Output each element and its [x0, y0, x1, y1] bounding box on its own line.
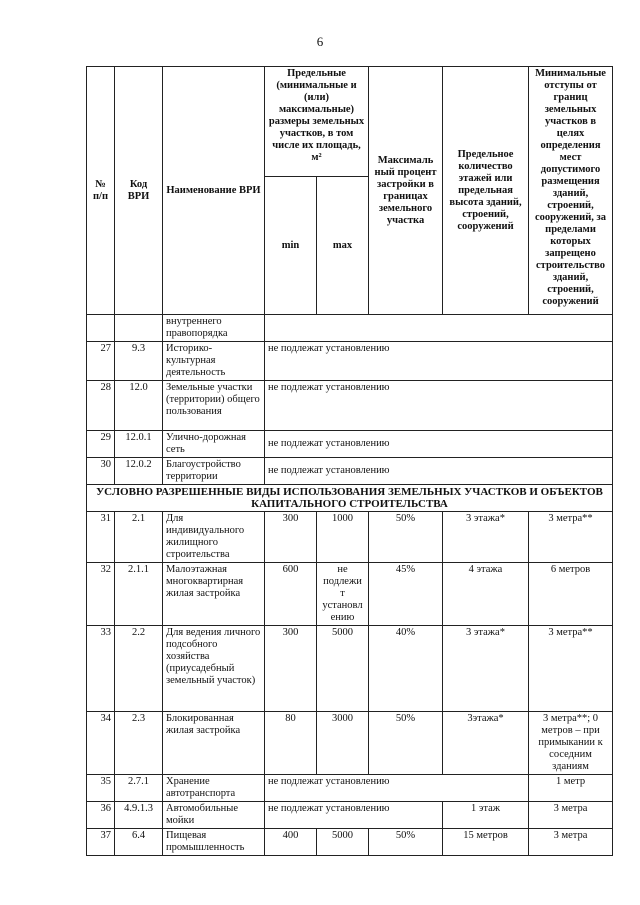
row-name: внутреннего правопорядка	[163, 315, 265, 342]
row-code: 2.3	[115, 712, 163, 775]
row-setback: 3 метра	[529, 829, 613, 856]
header-code: Код ВРИ	[115, 67, 163, 315]
row-number: 29	[87, 431, 115, 458]
row-code: 12.0	[115, 381, 163, 431]
table-row	[87, 512, 613, 563]
row-note: не подлежат установлению	[265, 381, 529, 431]
table-row	[87, 802, 613, 829]
row-floors: 3 этажа*	[443, 512, 529, 563]
row-max: 5000	[317, 829, 369, 856]
row-floors: 1 этаж	[443, 802, 529, 829]
row-max: 3000	[317, 712, 369, 775]
row-note: не подлежат установлению	[265, 775, 529, 802]
row-floors: 3 этажа*	[443, 626, 529, 712]
row-setback: 3 метра**	[529, 512, 613, 563]
row-floors: 15 метров	[443, 829, 529, 856]
row-setback: 3 метра**	[529, 626, 613, 712]
row-code: 12.0.1	[115, 431, 163, 458]
zoning-table	[86, 66, 613, 856]
row-percent: 40%	[369, 626, 443, 712]
row-name: Улично-дорожная сеть	[163, 431, 265, 458]
row-number: 27	[87, 342, 115, 381]
header-percent: Максималь ный процент застройки в границах земельного участка	[369, 67, 443, 315]
row-code: 9.3	[115, 342, 163, 381]
row-name: Хранение автотранспорта	[163, 775, 265, 802]
row-note: не подлежат установлению	[265, 802, 443, 829]
row-number: 37	[87, 829, 115, 856]
header-setback: Минимальные отступы от границ земельных участков в целях определения мест допустимого размещения зданий, строений, сооружений, за пределами которых запрещено строительство зданий, строений, сооружений	[529, 67, 613, 315]
row-percent: 50%	[369, 829, 443, 856]
row-max: 1000	[317, 512, 369, 563]
row-name: Малоэтажная многоквартирная жилая застройка	[163, 563, 265, 626]
row-name: Благоустройство территории	[163, 458, 265, 485]
table-row	[87, 829, 613, 856]
row-min: 80	[265, 712, 317, 775]
row-min: 300	[265, 512, 317, 563]
row-name: Для индивидуального жилищного строительства	[163, 512, 265, 563]
row-max: не подлежи т установл ению	[317, 563, 369, 626]
row-min: 600	[265, 563, 317, 626]
row-note: не подлежат установлению	[265, 431, 529, 458]
header-name: Наименование ВРИ	[163, 67, 265, 315]
table-row	[87, 342, 613, 381]
section-title: УСЛОВНО РАЗРЕШЕННЫЕ ВИДЫ ИСПОЛЬЗОВАНИЯ ЗЕМЕЛЬНЫХ УЧАСТКОВ И ОБЪЕКТОВ КАПИТАЛЬНОГО СТРОИТЕЛЬСТВА	[87, 485, 613, 512]
row-code: 12.0.2	[115, 458, 163, 485]
section-title-row	[87, 485, 613, 512]
table-row	[87, 712, 613, 775]
row-note: не подлежат установлению	[265, 342, 529, 381]
table-row	[87, 563, 613, 626]
row-number: 28	[87, 381, 115, 431]
row-floors: 4 этажа	[443, 563, 529, 626]
row-setback: 6 метров	[529, 563, 613, 626]
table-row	[87, 315, 613, 342]
header-row	[87, 67, 613, 177]
row-number: 33	[87, 626, 115, 712]
row-code: 4.9.1.3	[115, 802, 163, 829]
row-name: Блокированная жилая застройка	[163, 712, 265, 775]
row-min: 400	[265, 829, 317, 856]
row-setback: 3 метра**; 0 метров – при примыкании к соседним зданиям	[529, 712, 613, 775]
table-row	[87, 381, 613, 431]
row-number: 35	[87, 775, 115, 802]
row-number: 30	[87, 458, 115, 485]
row-code: 6.4	[115, 829, 163, 856]
row-code: 2.2	[115, 626, 163, 712]
row-name: Для ведения личного подсобного хозяйства (приусадебный земельный участок)	[163, 626, 265, 712]
row-code: 2.7.1	[115, 775, 163, 802]
row-name: Земельные участки (территории) общего пользования	[163, 381, 265, 431]
table-row	[87, 458, 613, 485]
row-percent: 45%	[369, 563, 443, 626]
row-number: 31	[87, 512, 115, 563]
row-floors: 3этажа*	[443, 712, 529, 775]
header-num: № п/п	[87, 67, 115, 315]
row-number: 36	[87, 802, 115, 829]
row-setback: 3 метра	[529, 802, 613, 829]
row-min: 300	[265, 626, 317, 712]
row-max: 5000	[317, 626, 369, 712]
row-setback: 1 метр	[529, 775, 613, 802]
row-number: 34	[87, 712, 115, 775]
row-number: 32	[87, 563, 115, 626]
table-row	[87, 775, 613, 802]
row-note: не подлежат установлению	[265, 458, 529, 485]
header-min: min	[265, 177, 317, 315]
header-size: Предельные (минимальные и (или) максимальные) размеры земельных участков, в том числе их площадь, м²	[265, 67, 369, 177]
row-name: Автомобильные мойки	[163, 802, 265, 829]
header-floors: Предельное количество этажей или предельная высота зданий, строений, сооружений	[443, 67, 529, 315]
row-code: 2.1	[115, 512, 163, 563]
row-name: Пищевая промышленность	[163, 829, 265, 856]
page-number: 6	[316, 34, 324, 49]
row-code: 2.1.1	[115, 563, 163, 626]
row-percent: 50%	[369, 712, 443, 775]
table-row	[87, 431, 613, 458]
row-percent: 50%	[369, 512, 443, 563]
table-row	[87, 626, 613, 712]
header-max: max	[317, 177, 369, 315]
row-name: Историко-культурная деятельность	[163, 342, 265, 381]
